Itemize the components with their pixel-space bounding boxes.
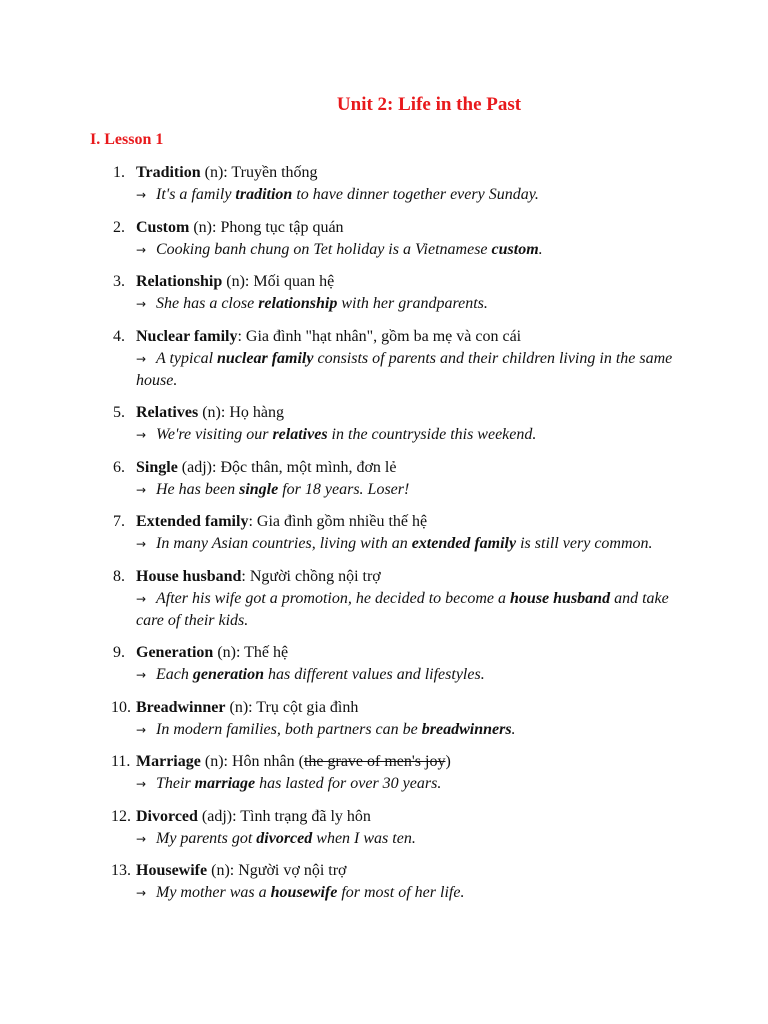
example-sentence <box>136 184 680 206</box>
vocab-term: Marriage <box>136 753 201 770</box>
example-text: She has a close <box>156 295 259 312</box>
vocab-list <box>90 162 680 915</box>
part-of-speech: (n): <box>207 862 239 879</box>
arrow-icon: → <box>136 351 147 366</box>
list-item <box>90 457 680 501</box>
example-sentence <box>136 533 680 555</box>
vocab-term: Relatives <box>136 404 199 421</box>
example-text: has lasted for over 30 years. <box>255 775 442 792</box>
definition-line <box>136 806 680 828</box>
vocab-meaning: Trụ cột gia đình <box>256 698 359 716</box>
example-keyword: tradition <box>235 186 293 203</box>
example-sentence <box>136 424 680 446</box>
vocab-term: Housewife <box>136 862 208 879</box>
example-text: In many Asian countries, living with an <box>156 535 412 552</box>
part-of-speech: (n): <box>213 644 245 661</box>
item-number: 13. <box>111 862 131 879</box>
vocab-meaning: Gia đình "hạt nhân", gồm ba mẹ và con cái <box>245 327 522 345</box>
definition-line <box>136 402 680 424</box>
part-of-speech: (n): <box>189 218 221 236</box>
vocab-meaning: Tình trạng đã ly hôn <box>240 807 371 825</box>
struck-through-note: the grave of men's joy <box>303 753 446 770</box>
vocab-term: Single <box>136 458 178 476</box>
example-sentence <box>136 773 680 795</box>
example-text: in the countryside this weekend. <box>327 426 537 443</box>
arrow-icon: → <box>136 831 147 846</box>
example-sentence <box>136 293 680 315</box>
part-of-speech: (adj): <box>177 458 221 476</box>
vocab-term: Breadwinner <box>136 698 226 716</box>
item-number: 2. <box>113 218 125 236</box>
vocab-meaning: Người chồng nội trợ <box>249 567 381 585</box>
example-sentence <box>136 239 680 261</box>
example-text: My parents got <box>156 829 257 847</box>
example-text: He has been <box>156 480 240 498</box>
example-sentence <box>136 828 680 850</box>
example-keyword: breadwinners <box>421 720 512 738</box>
vocab-term: Extended family <box>136 513 249 530</box>
part-of-speech: (adj): <box>197 807 241 825</box>
example-sentence <box>136 882 680 904</box>
list-item <box>90 751 680 795</box>
list-item <box>90 566 680 632</box>
definition-line <box>136 162 680 184</box>
vocab-meaning: Gia đình gồm nhiều thế hệ <box>256 513 428 530</box>
example-text: . <box>511 720 516 738</box>
item-number: 9. <box>113 644 125 661</box>
example-keyword: divorced <box>256 829 313 847</box>
item-number: 5. <box>113 404 125 421</box>
vocab-term: Divorced <box>136 807 198 825</box>
example-text: In modern families, both partners can be <box>156 720 422 738</box>
part-of-speech: (n): <box>198 404 230 421</box>
list-item <box>90 860 680 904</box>
vocab-meaning: Người vợ nội trợ <box>238 862 347 879</box>
item-number: 11. <box>111 753 131 770</box>
part-of-speech: (n): <box>222 273 254 290</box>
vocab-term: Relationship <box>136 273 223 290</box>
example-text: has different values and lifestyles. <box>264 666 485 683</box>
example-keyword: custom <box>491 240 539 258</box>
definition-line <box>136 217 680 239</box>
item-number: 7. <box>113 513 125 530</box>
example-text: After his wife got a promotion, he decided to become a <box>156 589 511 607</box>
item-number: 10. <box>111 698 131 716</box>
example-text: Their <box>156 775 195 792</box>
example-sentence <box>136 719 680 741</box>
part-of-speech: (n): <box>200 164 232 181</box>
arrow-icon: → <box>136 482 147 497</box>
item-number: 6. <box>113 458 125 476</box>
item-number: 8. <box>113 567 125 585</box>
vocab-meaning: Hôn nhân ( <box>231 753 304 770</box>
list-item <box>90 642 680 686</box>
example-text: consists of parents and their children living in the same house. <box>136 349 673 389</box>
definition-line <box>136 326 680 348</box>
vocab-meaning: Phong tục tập quán <box>220 218 344 236</box>
section-heading: I. Lesson 1 <box>90 131 164 148</box>
example-sentence <box>136 588 680 632</box>
example-text: Each <box>156 666 193 683</box>
arrow-icon: → <box>136 668 147 682</box>
definition-line <box>136 697 680 719</box>
vocab-meaning: Mối quan hệ <box>253 273 335 290</box>
item-number: 3. <box>113 273 125 290</box>
example-text: for 18 years. Loser! <box>278 480 410 498</box>
definition-line <box>136 271 680 293</box>
vocab-term: Nuclear family <box>136 327 238 345</box>
part-of-speech: (n): <box>225 698 257 716</box>
part-of-speech: (n): <box>200 753 232 770</box>
example-keyword: relationship <box>258 295 338 312</box>
arrow-icon: → <box>136 591 147 606</box>
arrow-icon: → <box>136 188 147 202</box>
list-item <box>90 511 680 555</box>
arrow-icon: → <box>136 242 147 257</box>
part-of-speech: : <box>241 567 250 585</box>
arrow-icon: → <box>136 886 147 900</box>
arrow-icon: → <box>136 777 147 791</box>
example-text: is still very common. <box>516 535 653 552</box>
example-keyword: house husband <box>510 589 611 607</box>
example-sentence <box>136 479 680 501</box>
list-item <box>90 402 680 446</box>
arrow-icon: → <box>136 428 147 442</box>
definition-line <box>136 566 680 588</box>
example-text: for most of her life. <box>337 884 465 901</box>
example-text: with her grandparents. <box>337 295 488 312</box>
example-keyword: extended family <box>411 535 517 552</box>
vocab-meaning: Họ hàng <box>229 404 284 421</box>
example-keyword: nuclear family <box>217 349 314 367</box>
part-of-speech: : <box>248 513 257 530</box>
definition-line <box>136 751 680 773</box>
vocab-meaning-end: ) <box>445 753 451 770</box>
list-item <box>90 162 680 206</box>
part-of-speech: : <box>237 327 246 345</box>
example-text: My mother was a <box>156 884 271 901</box>
definition-line <box>136 642 680 664</box>
definition-line <box>136 511 680 533</box>
example-sentence <box>136 348 680 392</box>
item-number: 1. <box>113 164 125 181</box>
arrow-icon: → <box>136 722 147 737</box>
example-text: Cooking banh chung on Tet holiday is a Vietnamese <box>156 240 492 258</box>
item-number: 4. <box>113 327 125 345</box>
example-text: It's a family <box>156 186 236 203</box>
vocab-term: Custom <box>136 218 190 236</box>
list-item <box>90 217 680 261</box>
arrow-icon: → <box>136 537 147 551</box>
example-text: to have dinner together every Sunday. <box>292 186 539 203</box>
example-keyword: marriage <box>194 775 256 792</box>
example-keyword: relatives <box>272 426 328 443</box>
list-item <box>90 806 680 850</box>
example-text: A typical <box>156 349 218 367</box>
example-keyword: generation <box>192 666 264 683</box>
list-item <box>90 697 680 741</box>
item-number: 12. <box>111 807 131 825</box>
example-sentence <box>136 664 680 686</box>
example-keyword: housewife <box>270 884 338 901</box>
example-text: and take care of their kids. <box>136 589 669 629</box>
list-item <box>90 326 680 392</box>
vocab-term: Tradition <box>136 164 201 181</box>
page-title: Unit 2: Life in the Past <box>336 94 522 115</box>
example-text: when I was ten. <box>312 829 416 847</box>
example-text: We're visiting our <box>156 426 273 443</box>
vocab-term: House husband <box>136 567 242 585</box>
vocab-meaning: Độc thân, một mình, đơn lẻ <box>220 458 397 476</box>
example-keyword: single <box>239 480 279 498</box>
definition-line <box>136 457 680 479</box>
vocab-term: Generation <box>136 644 214 661</box>
definition-line <box>136 860 680 882</box>
vocab-meaning: Truyền thống <box>231 164 318 181</box>
vocab-meaning: Thế hệ <box>244 644 289 661</box>
list-item <box>90 271 680 315</box>
example-text: . <box>538 240 543 258</box>
arrow-icon: → <box>136 297 147 311</box>
